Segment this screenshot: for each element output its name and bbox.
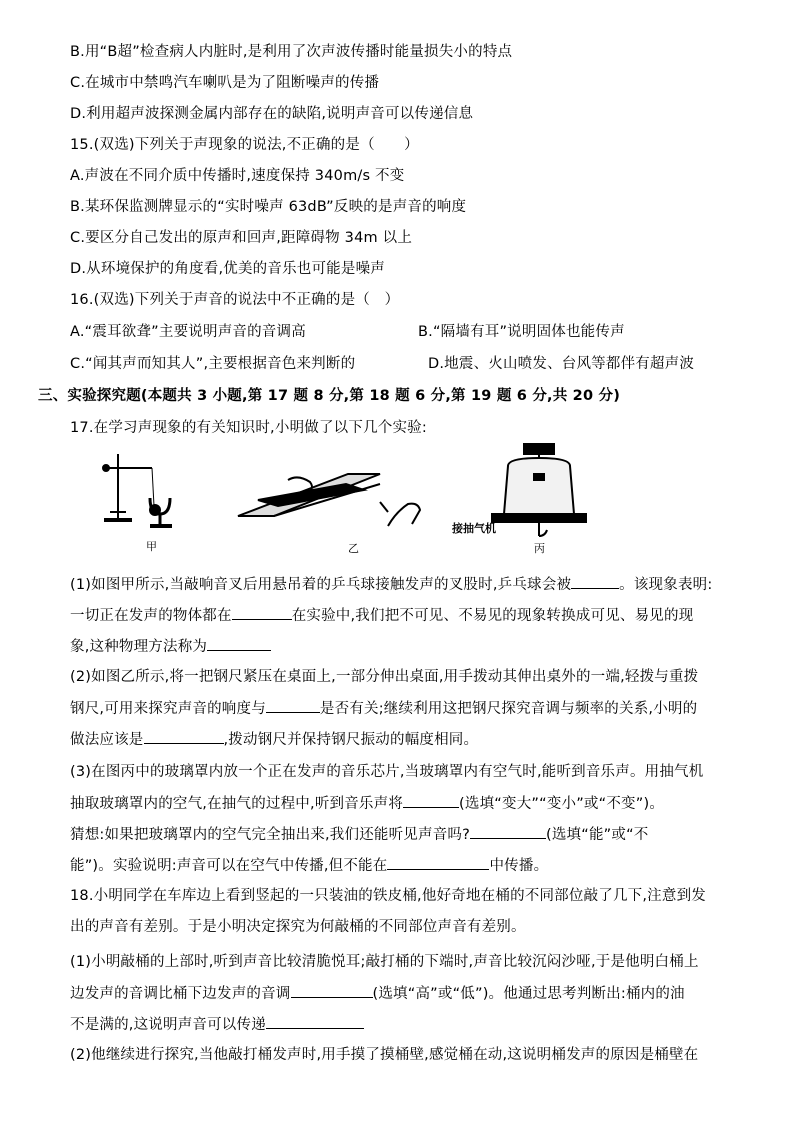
text-segment: 在实验中,我们把不可见、不易见的现象转换成可见、易见的现 bbox=[291, 608, 694, 624]
option-d-q16: D.地震、火山喷发、台风等都伴有超声波 bbox=[428, 356, 695, 372]
pump-label: 接抽气机 bbox=[452, 522, 496, 535]
option-d-q14: D.利用超声波探测金属内部存在的缺陷,说明声音可以传递信息 bbox=[70, 106, 474, 122]
text-segment: (1)如图甲所示,当敲响音叉后用悬吊着的乒乓球接触发声的叉股时,乒乓球会被 bbox=[70, 577, 572, 593]
answer-blank-10[interactable] bbox=[266, 1014, 364, 1029]
text-segment: 是否有关;继续利用这把钢尺探究音调与频率的关系,小明的 bbox=[319, 701, 698, 717]
figure-a-caption: 甲 bbox=[146, 540, 157, 553]
text-segment: 钢尺,可用来探究声音的响度与 bbox=[70, 701, 266, 717]
experiment-figure bbox=[88, 440, 598, 558]
figure-a-tuning-fork-icon bbox=[103, 454, 172, 526]
option-c-q16: C.“闻其声而知其人”,主要根据音色来判断的 bbox=[70, 356, 356, 372]
option-b-q16: B.“隔墙有耳”说明固体也能传声 bbox=[418, 324, 625, 340]
answer-blank-4[interactable] bbox=[266, 698, 320, 713]
answer-blank-8[interactable] bbox=[387, 855, 489, 870]
figure-c-caption: 丙 bbox=[534, 542, 545, 555]
section-3-heading: 三、实验探究题(本题共 3 小题,第 17 题 8 分,第 18 题 6 分,第 19 题 6 分,共 20 分) bbox=[38, 388, 621, 404]
q18-part2-line1: (2)他继续进行探究,当他敲打桶发声时,用手摸了摸桶壁,感觉桶在动,这说明桶发声的原因是桶壁在 bbox=[70, 1047, 699, 1063]
text-segment: 。该现象表明: bbox=[619, 577, 713, 593]
text-segment: 抽取玻璃罩内的空气,在抽气的过程中,听到音乐声将 bbox=[70, 796, 404, 812]
text-segment: 一切正在发声的物体都在 bbox=[70, 608, 232, 624]
q18-part1-line3 bbox=[70, 1014, 364, 1035]
text-segment: 能”)。实验说明:声音可以在空气中传播,但不能在 bbox=[70, 858, 388, 874]
q17-part3-line2 bbox=[70, 793, 664, 814]
q17-part3-line1: (3)在图丙中的玻璃罩内放一个正在发声的音乐芯片,当玻璃罩内有空气时,能听到音乐声。用抽气机 bbox=[70, 764, 704, 780]
text-segment: (选填“高”或“低”)。他通过思考判断出:桶内的油 bbox=[372, 986, 685, 1002]
text-segment: 做法应该是 bbox=[70, 732, 144, 748]
option-c-q14: C.在城市中禁鸣汽车喇叭是为了阻断噪声的传播 bbox=[70, 75, 380, 91]
answer-blank-5[interactable] bbox=[144, 729, 224, 744]
text-segment: (选填“能”或“不 bbox=[546, 827, 649, 843]
q17-part3-line4 bbox=[70, 855, 548, 876]
figure-b-caption: 乙 bbox=[348, 542, 359, 555]
answer-blank-7[interactable] bbox=[470, 824, 546, 839]
text-segment: 象,这种物理方法称为 bbox=[70, 639, 208, 655]
figure-c-bell-jar-icon bbox=[492, 444, 586, 536]
answer-blank-9[interactable] bbox=[291, 983, 373, 998]
q18-part1-line2 bbox=[70, 983, 685, 1004]
question-18-stem-line2: 出的声音有差别。于是小明决定探究为何敲桶的不同部位声音有差别。 bbox=[70, 919, 526, 935]
figure-b-ruler-icon bbox=[238, 474, 420, 526]
answer-blank-6[interactable] bbox=[403, 793, 459, 808]
text-segment: 猜想:如果把玻璃罩内的空气完全抽出来,我们还能听见声音吗? bbox=[70, 827, 470, 843]
q17-part2-line1: (2)如图乙所示,将一把钢尺紧压在桌面上,一部分伸出桌面,用手拨动其伸出桌外的一端,轻拨与重拨 bbox=[70, 669, 699, 685]
q17-part2-line3 bbox=[70, 729, 478, 750]
q17-part1-line2 bbox=[70, 605, 693, 626]
question-17-stem: 17.在学习声现象的有关知识时,小明做了以下几个实验: bbox=[70, 420, 427, 436]
answer-blank-2[interactable] bbox=[232, 605, 292, 620]
q17-part1-line1 bbox=[70, 574, 712, 595]
text-segment: 中传播。 bbox=[489, 858, 549, 874]
option-b-q15: B.某环保监测牌显示的“实时噪声 63dB”反映的是声音的响度 bbox=[70, 199, 467, 215]
text-segment: (选填“变大”“变小”或“不变”)。 bbox=[459, 796, 665, 812]
q17-part2-line2 bbox=[70, 698, 697, 719]
question-18-stem-line1: 18.小明同学在车库边上看到竖起的一只装油的铁皮桶,他好奇地在桶的不同部位敲了几下,注意到发 bbox=[70, 888, 706, 904]
option-c-q15: C.要区分自己发出的原声和回声,距障碍物 34m 以上 bbox=[70, 230, 413, 246]
answer-blank-3[interactable] bbox=[207, 636, 271, 651]
text-segment: 不是满的,这说明声音可以传递 bbox=[70, 1017, 266, 1033]
text-segment: 边发声的音调比桶下边发声的音调 bbox=[70, 986, 291, 1002]
option-a-q15: A.声波在不同介质中传播时,速度保持 340m/s 不变 bbox=[70, 168, 405, 184]
text-segment: ,拨动钢尺并保持钢尺振动的幅度相同。 bbox=[223, 732, 479, 748]
question-16-stem: 16.(双选)下列关于声音的说法中不正确的是（ ） bbox=[70, 292, 400, 308]
option-b-q14: B.用“B超”检查病人内脏时,是利用了次声波传播时能量损失小的特点 bbox=[70, 44, 513, 60]
option-a-q16: A.“震耳欲聋”主要说明声音的音调高 bbox=[70, 324, 306, 340]
q17-part3-line3 bbox=[70, 824, 649, 845]
q17-part1-line3 bbox=[70, 636, 271, 657]
answer-blank-1[interactable] bbox=[571, 574, 619, 589]
q18-part1-line1: (1)小明敲桶的上部时,听到声音比较清脆悦耳;敲打桶的下端时,声音比较沉闷沙哑,于是他明白桶上 bbox=[70, 954, 699, 970]
question-15-stem: 15.(双选)下列关于声现象的说法,不正确的是（ ） bbox=[70, 137, 419, 153]
option-d-q15: D.从环境保护的角度看,优美的音乐也可能是噪声 bbox=[70, 261, 385, 277]
